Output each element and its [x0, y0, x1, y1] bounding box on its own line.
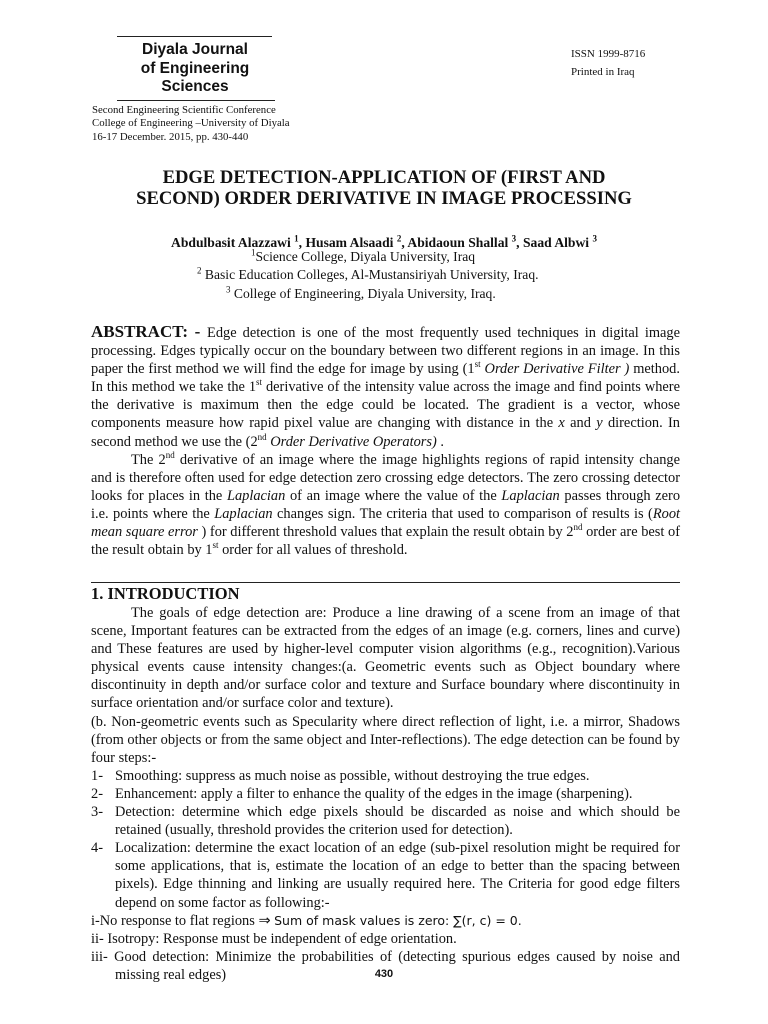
author-name: Abdulbasit Alazzawi: [171, 235, 295, 250]
abstract-text: The 2: [131, 451, 166, 468]
abstract-text: method. In this method we take the 1: [91, 361, 680, 396]
step-text: Smoothing: suppress as much noise as possible, without destroying the true edges.: [115, 767, 590, 784]
introduction: [91, 604, 680, 984]
aff-text: Basic Education Colleges, Al-Mustansiriyah University, Iraq.: [201, 267, 539, 282]
abstract-text: Root mean square error: [91, 505, 681, 541]
journal-name: [100, 41, 290, 97]
abstract: [91, 323, 680, 559]
author-sup: 2: [396, 233, 402, 244]
aff-sup: 2: [197, 265, 202, 276]
abstract-text: Laplacian: [501, 487, 560, 504]
abstract-text: Order Derivative Filter ): [484, 361, 630, 378]
abstract-text: order are best of the result obtain by 1: [91, 524, 680, 559]
conference-line: Second Engineering Scientific Conference: [92, 104, 276, 116]
abstract-text: x: [558, 415, 565, 432]
intro-paragraph: The goals of edge detection are: Produce a line drawing of a scene from an image of that scene, Important features can be extracted from the edges of an image (e.g. corners, lines and curve) and These features are used by higher-level computer vision algorithms (e.g., recognition).Various physical events cause intensity changes:(a. Geometric events such as Object boundary where discontinuity in depth and/or surface color and texture and Surface boundary where discontinuity in surface orientation and/or surface color and texture).: [91, 605, 680, 712]
abstract-text: .: [436, 433, 444, 450]
abstract-text: direction. In second method we use the (2: [91, 415, 680, 450]
abstract-text: changes sign. The criteria that used to comparison of results is (: [272, 505, 653, 522]
step-number: 1-: [91, 767, 103, 784]
abstract-text: and: [564, 415, 597, 432]
author-sup: 3: [592, 233, 597, 244]
issn: ISSN 1999-8716: [571, 48, 646, 60]
abstract-heading: ABSTRACT: -: [91, 322, 208, 341]
author-name: , Abidaoun Shallal: [401, 235, 512, 250]
author-name: , Saad Albwi: [516, 235, 593, 250]
aff-sup: 1: [251, 247, 256, 258]
criteria-item: [91, 930, 680, 948]
abstract-text: st: [212, 540, 219, 551]
abstract-text: Laplacian: [226, 487, 286, 504]
abstract-text: of an image where the value of the: [285, 487, 502, 504]
criteria-item: [91, 912, 680, 930]
abstract-text: derivative of the intensity value across the image and find points where the derivative is maximum then the edge could be located. The gradient is a vector, whose components measure how rapid pixel value are changing with distance in the: [91, 379, 680, 432]
abstract-text: Laplacian: [214, 505, 273, 522]
step-text: Localization: determine the exact location of an edge (sub-pixel resolution might be required for some applications, that is, estimate the location of an edge to better than the spacing between pixels). Edge thinning and linking are usually required here. The Criteria for good edge filters depend on some factor as following:-: [115, 840, 680, 911]
author-sup: 3: [511, 233, 517, 244]
step-number: 4-: [91, 840, 103, 857]
abstract-text: derivative of an image where the image highlights regions of rapid intensity change and is therefore often used for edge detection zero crossing edge detectors. The zero crossing detector looks for places in the: [91, 451, 680, 504]
page-number: 430: [374, 968, 394, 980]
affiliation-3: [226, 286, 496, 302]
aff-text: College of Engineering, Diyala University, Iraq.: [230, 286, 496, 301]
abstract-text: st: [256, 377, 263, 388]
abstract-text: ) for different threshold values that explain the result obtain by 2: [197, 524, 574, 541]
abstract-text: st: [474, 359, 481, 370]
criteria-text: iii- Good detection: Minimize the probabilities of (detecting spurious edges caused by noise and missing real edges): [91, 948, 680, 983]
abstract-text: order for all values of threshold.: [218, 542, 408, 559]
section-divider: [91, 582, 680, 583]
affiliation-2: [197, 267, 539, 283]
title-line: EDGE DETECTION-APPLICATION OF (FIRST AND: [162, 167, 606, 188]
step-number: 3-: [91, 804, 103, 821]
step-item: [91, 767, 680, 785]
paper-title: [60, 167, 708, 209]
step-text: Detection: determine which edge pixels should be discarded as noise and which should be retained (usually, threshold provides the criterion used for detection).: [115, 804, 680, 839]
conference-info: [92, 104, 290, 144]
affiliation-1: [251, 249, 475, 265]
journal-line: Sciences: [161, 78, 229, 95]
aff-sup: 3: [226, 284, 231, 295]
section-heading-introduction: 1. INTRODUCTION: [91, 584, 240, 603]
header-rule-bottom: [117, 100, 275, 101]
author-name: , Husam Alsaadi: [298, 235, 397, 250]
printed-in: Printed in Iraq: [571, 66, 635, 78]
step-item: [91, 839, 680, 911]
aff-text: Science College, Diyala University, Iraq: [255, 249, 476, 264]
abstract-text: Edge detection is one of the most frequently used techniques in digital image processing. Edges typically occur on the boundary between two different regions in an image. In this paper the first method we will find the edge for image by using (1: [91, 325, 680, 378]
conference-line: College of Engineering –University of Diyala: [92, 117, 290, 130]
abstract-text: nd: [573, 522, 583, 533]
abstract-text: nd: [257, 431, 267, 442]
abstract-paragraph: [91, 323, 680, 451]
abstract-text: y: [596, 415, 603, 432]
step-text: Enhancement: apply a filter to enhance the quality of the edges in the image (sharpening).: [115, 785, 633, 802]
criteria-text: ii- Isotropy: Response must be independent of edge orientation.: [91, 930, 457, 947]
step-item: [91, 803, 680, 839]
abstract-text: Order Derivative Operators): [270, 433, 437, 450]
journal-line: of Engineering: [140, 59, 250, 77]
author-sup: 1: [294, 233, 299, 244]
criteria-formula: Sum of mask values is zero: ∑(r, c) = 0.: [274, 912, 522, 928]
journal-line: Diyala Journal: [142, 41, 248, 58]
step-item: [91, 785, 680, 803]
criteria-text: i-No response to flat regions ⇒: [91, 912, 275, 929]
steps-list: [91, 767, 680, 912]
abstract-text: nd: [165, 449, 175, 460]
intro-paragraph: (b. Non-geometric events such as Specularity where direct reflection of light, i.e. a mirror, Shadows (from other objects or from the same object and Inter-reflections). The edge detection can be found by four steps:-: [91, 713, 680, 766]
title-line: SECOND) ORDER DERIVATIVE IN IMAGE PROCESSING: [136, 188, 632, 209]
conference-line: 16-17 December. 2015, pp. 430-440: [92, 130, 249, 143]
abstract-text: passes through zero i.e. points where the: [91, 487, 681, 522]
header-rule-top: [117, 36, 272, 37]
issn-block: [571, 45, 645, 81]
abstract-paragraph: [91, 451, 680, 560]
step-number: 2-: [91, 785, 103, 802]
